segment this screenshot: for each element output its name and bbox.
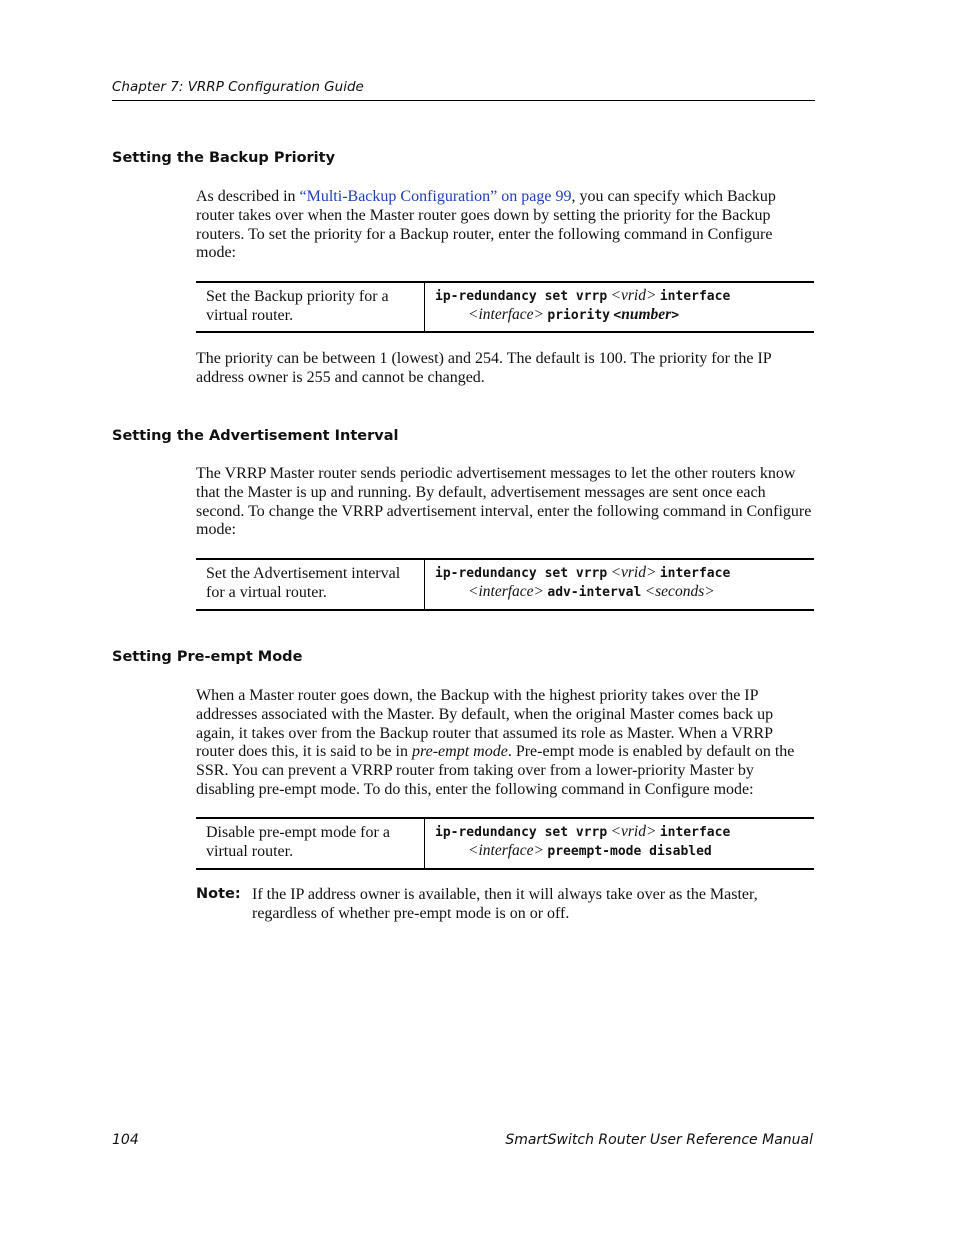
- preempt-intro: [196, 687, 812, 800]
- command-description: Disable pre-empt mode for a virtual router.: [196, 819, 425, 868]
- section-title-preempt-mode: Setting Pre-empt Mode: [112, 649, 303, 665]
- kw-interface: interface: [659, 566, 731, 581]
- section-title-advertisement-interval: Setting the Advertisement Interval: [112, 428, 399, 444]
- intro-text: When a Master router goes down, the Backup with the highest priority takes over the IP addresses associated with the Master. By default, when the original Master comes back up again, it takes over from the Backup router that assumed its role as Master. When a VRRP router does this, it is said to be in: [196, 687, 774, 761]
- note-label: Note:: [196, 886, 241, 902]
- command-description: Set the Backup priority for a virtual router.: [196, 283, 425, 331]
- intro-text-cont: , you can specify which Backup router takes over when the Master router goes down by setting the priority for the Backup routers. To set the priority for a Backup router, enter the following command in Configure mode:: [196, 188, 776, 262]
- multi-backup-link[interactable]: “Multi-Backup Configuration” on page 99: [299, 188, 572, 205]
- priority-range-text: The priority can be between 1 (lowest) and 254. The default is 100. The priority for the IP address owner is 255 and cannot be changed.: [196, 350, 772, 386]
- kw-preempt-mode-disabled: preempt-mode disabled: [547, 844, 712, 859]
- header-rule: [112, 100, 815, 101]
- bracket-close: >: [671, 308, 680, 323]
- arg-interface: <interface>: [468, 306, 545, 323]
- manual-title: SmartSwitch Router User Reference Manual: [505, 1132, 813, 1148]
- kw-interface: interface: [659, 289, 731, 304]
- syntax-line-2: [435, 842, 804, 861]
- section-title-backup-priority: Setting the Backup Priority: [112, 150, 336, 166]
- arg-vrid: <vrid>: [610, 823, 657, 840]
- arg-seconds: <seconds>: [644, 583, 715, 600]
- intro-text: As described in: [196, 188, 300, 205]
- running-head: Chapter 7: VRRP Configuration Guide: [112, 79, 364, 95]
- kw-ip-redundancy: ip-redundancy set vrrp: [435, 825, 608, 840]
- syntax-line-1: [435, 287, 804, 306]
- syntax-line-2: [435, 583, 804, 602]
- command-table-priority: [196, 281, 814, 333]
- arg-number: number: [621, 306, 672, 323]
- syntax-line-1: [435, 823, 804, 842]
- page-number: 104: [112, 1132, 139, 1148]
- syntax-line-2: [435, 306, 804, 325]
- note-text: If the IP address owner is available, then it will always take over as the Master, regardless of whether pre-empt mode is on or off.: [252, 886, 758, 922]
- advertisement-intro: The VRRP Master router sends periodic advertisement messages to let the other routers know that the Master is up and running. By default, advertisement messages are sent once each second. To change the VRRP advertisement interval, enter the following command in Configure mode:: [196, 465, 812, 539]
- kw-priority: priority: [547, 308, 611, 323]
- command-syntax: [425, 560, 814, 609]
- kw-adv-interval: adv-interval: [547, 585, 642, 600]
- backup-priority-intro: [196, 188, 812, 263]
- kw-interface: interface: [659, 825, 731, 840]
- arg-vrid: <vrid>: [610, 564, 657, 581]
- arg-interface: <interface>: [468, 842, 545, 859]
- arg-vrid: <vrid>: [610, 287, 657, 304]
- command-table-preempt: [196, 817, 814, 870]
- syntax-line-1: [435, 564, 804, 583]
- preempt-mode-term: pre-empt mode: [411, 743, 508, 761]
- command-syntax: [425, 819, 814, 868]
- bracket-open: <: [613, 308, 622, 323]
- intro-text-cont: . Pre-empt mode is enabled by default on the SSR. You can prevent a VRRP router from taking over from a lower-priority Master by disabling pre-empt mode. To do this, enter the following command in Configure mode:: [196, 743, 795, 798]
- kw-ip-redundancy: ip-redundancy set vrrp: [435, 566, 608, 581]
- note-block: [196, 885, 812, 923]
- command-syntax: [425, 283, 814, 331]
- kw-ip-redundancy: ip-redundancy set vrrp: [435, 289, 608, 304]
- arg-interface: <interface>: [468, 583, 545, 600]
- command-table-adv-interval: [196, 558, 814, 611]
- command-description: Set the Advertisement interval for a virtual router.: [196, 560, 425, 609]
